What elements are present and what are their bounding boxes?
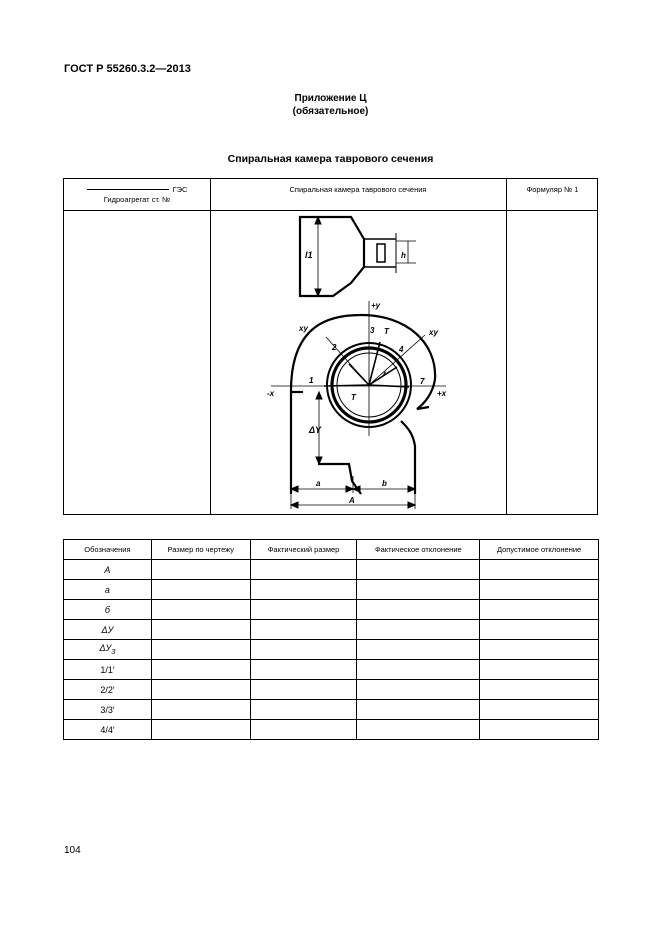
symbol-cell: 2/2′ bbox=[64, 680, 152, 700]
page-number: 104 bbox=[64, 845, 81, 856]
document-code: ГОСТ Р 55260.3.2—2013 bbox=[64, 63, 191, 75]
symbol-cell bbox=[64, 640, 152, 660]
label-t-upper: T bbox=[384, 327, 389, 336]
allowed-deviation-cell[interactable] bbox=[480, 720, 599, 740]
label-dim-b: b bbox=[382, 479, 387, 488]
table-row bbox=[64, 680, 599, 700]
col-header-drawing-size: Размер по чертежу bbox=[151, 540, 250, 560]
station-suffix: ГЭС bbox=[172, 185, 188, 194]
table-row bbox=[64, 620, 599, 640]
table-row bbox=[64, 660, 599, 680]
allowed-deviation-cell[interactable] bbox=[480, 640, 599, 660]
appendix-heading bbox=[0, 92, 661, 118]
appendix-title: Приложение Ц bbox=[294, 93, 367, 104]
col-header-actual-deviation: Фактическое отклонение bbox=[357, 540, 480, 560]
label-plus-y: +y bbox=[371, 301, 381, 310]
symbol-subscript: 3 bbox=[111, 646, 116, 656]
form-number: Формуляр № 1 bbox=[526, 185, 579, 194]
col-header-actual-size: Фактический размер bbox=[250, 540, 357, 560]
t-section-profile bbox=[300, 217, 416, 296]
label-dim-a-small: a bbox=[316, 479, 321, 488]
appendix-status: (обязательное) bbox=[292, 106, 369, 117]
label-t-lower: T bbox=[351, 393, 356, 402]
symbol-cell: б bbox=[64, 600, 152, 620]
label-4: 4 bbox=[399, 345, 404, 354]
actual-deviation-cell[interactable] bbox=[357, 600, 480, 620]
drawing-size-cell[interactable] bbox=[151, 600, 250, 620]
label-xy-right: xy bbox=[429, 328, 438, 337]
actual-size-cell[interactable] bbox=[250, 560, 357, 580]
table-row bbox=[64, 580, 599, 600]
unit-label: Гидроагрегат ст. № bbox=[103, 195, 171, 204]
label-3: 3 bbox=[370, 326, 375, 335]
table-row bbox=[64, 700, 599, 720]
label-plus-x: +x bbox=[437, 389, 447, 398]
allowed-deviation-cell[interactable] bbox=[480, 680, 599, 700]
actual-deviation-cell[interactable] bbox=[357, 660, 480, 680]
spiral-casing-drawing bbox=[211, 211, 507, 513]
actual-size-cell[interactable] bbox=[250, 700, 357, 720]
drawing-size-cell[interactable] bbox=[151, 660, 250, 680]
table-header-row bbox=[64, 540, 599, 560]
actual-deviation-cell[interactable] bbox=[357, 720, 480, 740]
allowed-deviation-cell[interactable] bbox=[480, 700, 599, 720]
actual-size-cell[interactable] bbox=[250, 600, 357, 620]
actual-deviation-cell[interactable] bbox=[357, 680, 480, 700]
label-h: h bbox=[401, 251, 406, 260]
form-center-title: Спиральная камера таврового сечения bbox=[289, 185, 427, 194]
allowed-deviation-cell[interactable] bbox=[480, 560, 599, 580]
actual-size-cell[interactable] bbox=[250, 720, 357, 740]
symbol-cell: 4/4′ bbox=[64, 720, 152, 740]
actual-deviation-cell[interactable] bbox=[357, 560, 480, 580]
actual-size-cell[interactable] bbox=[250, 660, 357, 680]
drawing-size-cell[interactable] bbox=[151, 580, 250, 600]
actual-size-cell[interactable] bbox=[250, 620, 357, 640]
col-header-designation: Обозначения bbox=[64, 540, 152, 560]
label-small-x: x bbox=[383, 371, 387, 377]
drawing-size-cell[interactable] bbox=[151, 620, 250, 640]
label-1: 1 bbox=[309, 376, 314, 385]
table-row bbox=[64, 560, 599, 580]
label-7: 7 bbox=[420, 377, 425, 386]
drawing-size-cell[interactable] bbox=[151, 680, 250, 700]
allowed-deviation-cell[interactable] bbox=[480, 580, 599, 600]
section-title: Спиральная камера таврового сечения bbox=[227, 153, 434, 165]
actual-deviation-cell[interactable] bbox=[357, 580, 480, 600]
actual-size-cell[interactable] bbox=[250, 640, 357, 660]
table-row bbox=[64, 600, 599, 620]
label-l1: l1 bbox=[305, 250, 313, 260]
actual-size-cell[interactable] bbox=[250, 680, 357, 700]
table-row bbox=[64, 720, 599, 740]
actual-deviation-cell[interactable] bbox=[357, 640, 480, 660]
actual-size-cell[interactable] bbox=[250, 580, 357, 600]
label-dim-A: A bbox=[349, 496, 355, 505]
allowed-deviation-cell[interactable] bbox=[480, 600, 599, 620]
drawing-size-cell[interactable] bbox=[151, 720, 250, 740]
symbol-text: ΔУ bbox=[99, 643, 112, 654]
symbol-cell: а bbox=[64, 580, 152, 600]
station-cell bbox=[64, 185, 210, 205]
allowed-deviation-cell[interactable] bbox=[480, 620, 599, 640]
symbol-cell: 3/3′ bbox=[64, 700, 152, 720]
drawing-size-cell[interactable] bbox=[151, 700, 250, 720]
drawing-size-cell[interactable] bbox=[151, 560, 250, 580]
symbol-cell: А bbox=[64, 560, 152, 580]
label-delta-y: ΔY bbox=[309, 425, 322, 435]
actual-deviation-cell[interactable] bbox=[357, 700, 480, 720]
drawing-size-cell[interactable] bbox=[151, 640, 250, 660]
allowed-deviation-cell[interactable] bbox=[480, 660, 599, 680]
symbol-cell: ΔУ bbox=[64, 620, 152, 640]
spiral-plan-view bbox=[271, 301, 446, 509]
label-2: 2 bbox=[332, 343, 337, 352]
col-header-allowed-deviation: Допустимое отклонение bbox=[480, 540, 599, 560]
table-row bbox=[64, 640, 599, 660]
symbol-cell: 1/1′ bbox=[64, 660, 152, 680]
label-minus-x: -x bbox=[267, 389, 275, 398]
station-name-blank bbox=[87, 189, 169, 190]
actual-deviation-cell[interactable] bbox=[357, 620, 480, 640]
label-xy-left: xy bbox=[299, 324, 308, 333]
measurement-table bbox=[63, 539, 599, 740]
